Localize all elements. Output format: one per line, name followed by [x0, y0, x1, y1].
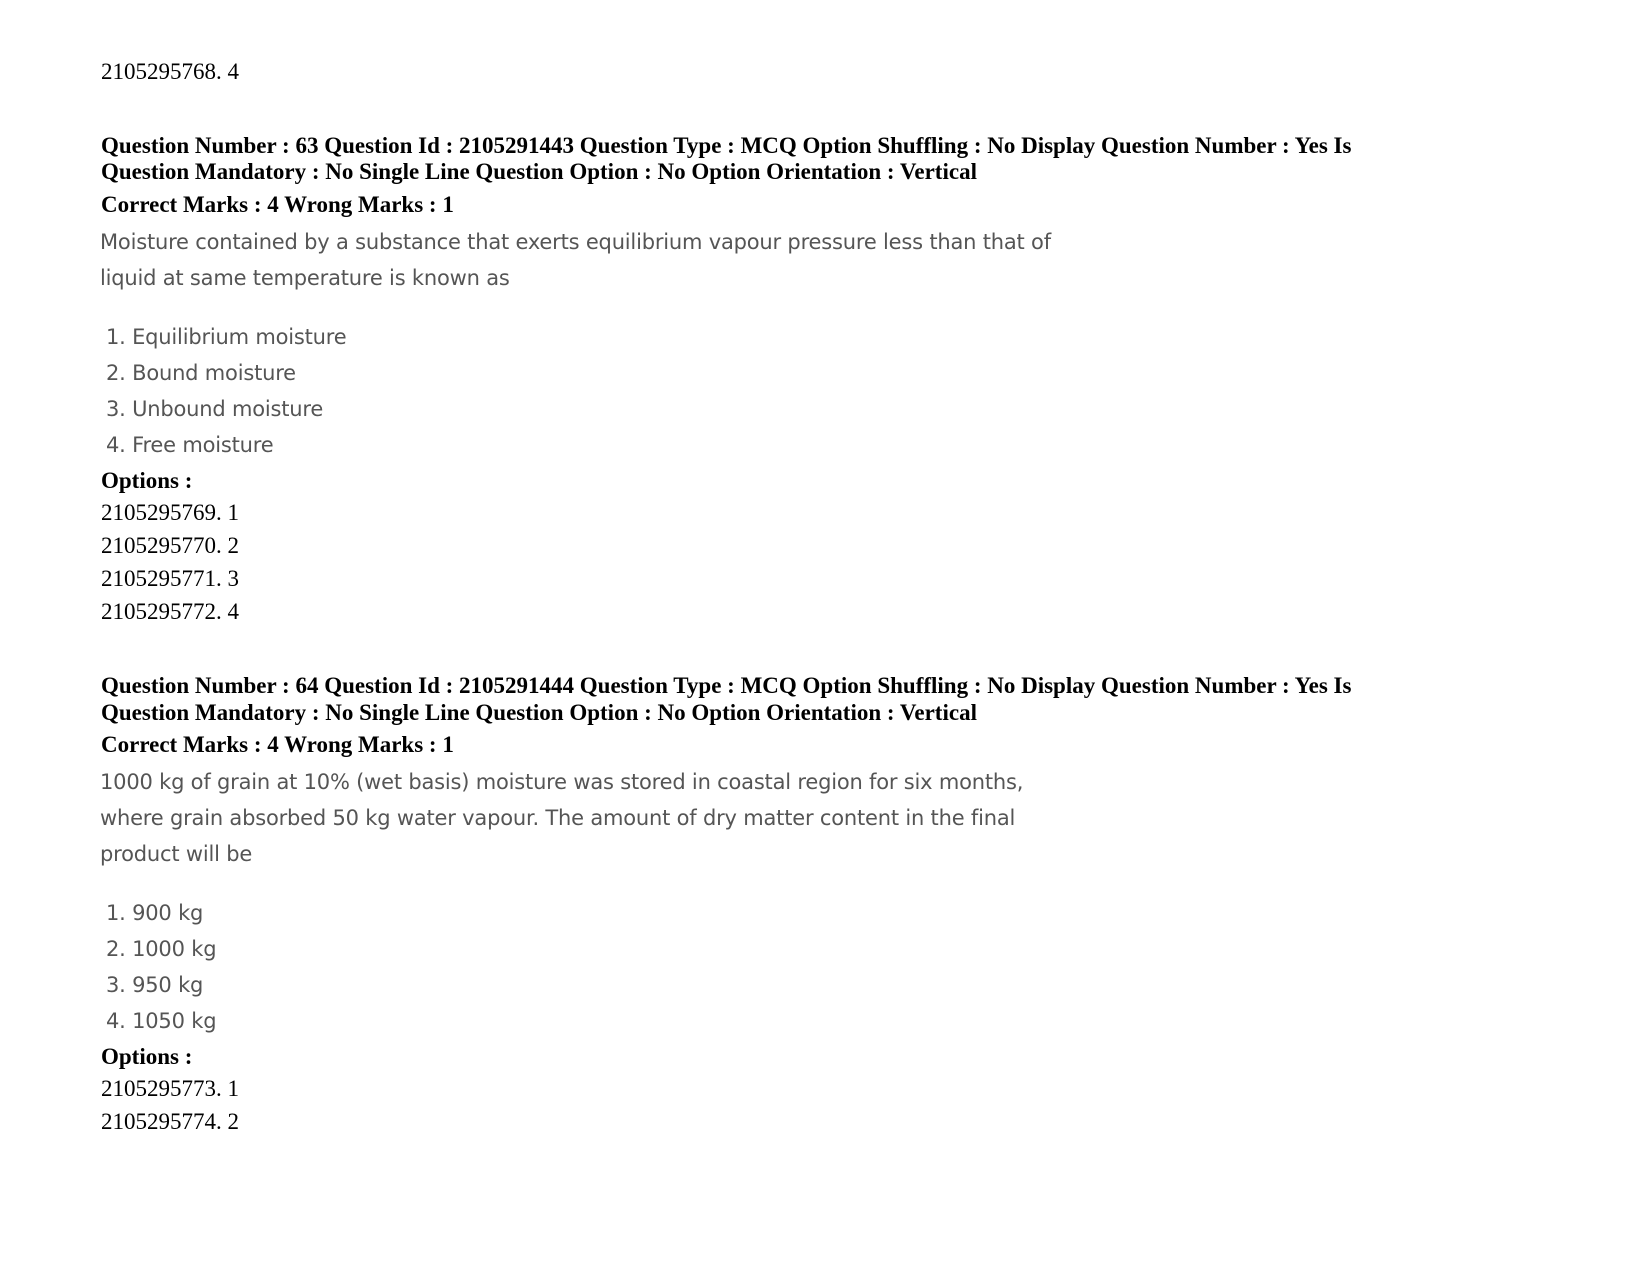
options-label: Options : [101, 1044, 193, 1069]
option-line: 2105295771. 3 [101, 566, 239, 591]
question-text-line: Moisture contained by a substance that exerts equilibrium vapour pressure less than that of [100, 230, 1051, 254]
option-line: 2105295770. 2 [101, 533, 239, 558]
question-marks: Correct Marks : 4 Wrong Marks : 1 [101, 192, 454, 217]
question-meta-line-2: Question Mandatory : No Single Line Question Option : No Option Orientation : Vertical [101, 159, 977, 184]
answer-choice: 2. Bound moisture [106, 361, 296, 385]
answer-choice: 2. 1000 kg [106, 937, 217, 961]
answer-choice: 1. Equilibrium moisture [106, 325, 347, 349]
question-text-line: 1000 kg of grain at 10% (wet basis) moisture was stored in coastal region for six months, [100, 770, 1024, 794]
answer-choice: 4. Free moisture [106, 433, 274, 457]
question-meta-line-2: Question Mandatory : No Single Line Question Option : No Option Orientation : Vertical [101, 700, 977, 725]
option-line: 2105295769. 1 [101, 500, 239, 525]
answer-choice: 1. 900 kg [106, 901, 204, 925]
question-text-line: where grain absorbed 50 kg water vapour. The amount of dry matter content in the final [100, 806, 1016, 830]
option-line: 2105295774. 2 [101, 1109, 239, 1134]
question-meta-line-1: Question Number : 64 Question Id : 2105291444 Question Type : MCQ Option Shuffling : No Display Question Number : Yes Is [101, 673, 1352, 698]
option-line: 2105295772. 4 [101, 599, 239, 624]
answer-choice: 3. 950 kg [106, 973, 204, 997]
question-marks: Correct Marks : 4 Wrong Marks : 1 [101, 732, 454, 757]
options-label: Options : [101, 468, 193, 493]
option-line: 2105295773. 1 [101, 1076, 239, 1101]
answer-choice: 3. Unbound moisture [106, 397, 324, 421]
answer-choice: 4. 1050 kg [106, 1009, 217, 1033]
option-line: 2105295768. 4 [101, 59, 239, 84]
question-meta-line-1: Question Number : 63 Question Id : 2105291443 Question Type : MCQ Option Shuffling : No Display Question Number : Yes Is [101, 133, 1352, 158]
question-text-line: liquid at same temperature is known as [100, 266, 510, 290]
question-text-line: product will be [100, 842, 253, 866]
